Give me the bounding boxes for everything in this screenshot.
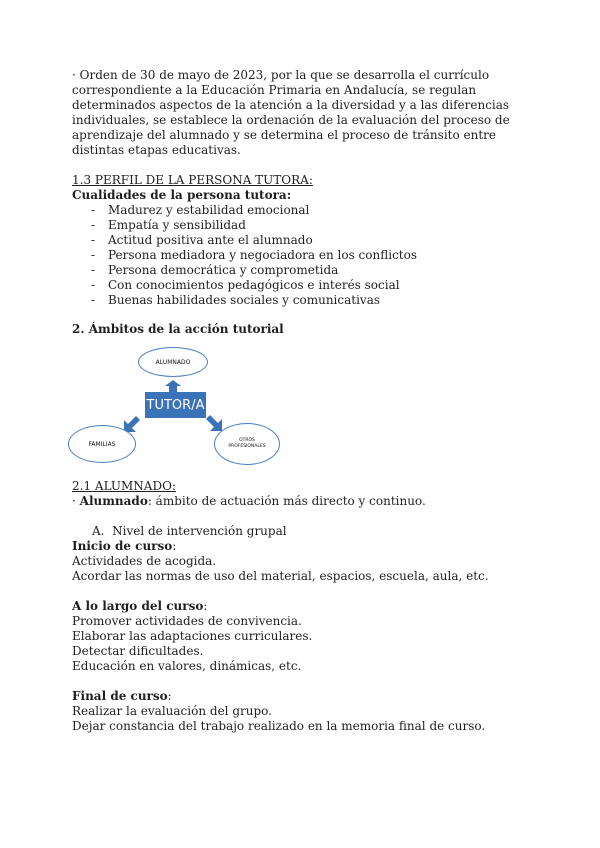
perfil-heading: 1.3 PERFIL DE LA PERSONA TUTORA: xyxy=(72,173,313,187)
level-title: Nivel de intervención grupal xyxy=(112,524,287,538)
list-item: - Empatía y sensibilidad xyxy=(72,218,542,233)
largo-line: Promover actividades de convivencia. xyxy=(72,614,302,628)
alumnado-bold-term: Alumnado xyxy=(79,494,148,508)
list-item: - Persona mediadora y negociadora en los conflictos xyxy=(72,248,542,263)
perfil-subheading: Cualidades de la persona tutora: xyxy=(72,188,292,202)
tutor-box xyxy=(145,392,206,418)
level-marker: A. xyxy=(92,524,105,538)
inicio-line: Actividades de acogida. xyxy=(72,554,217,568)
alumnado-definition: : ámbito de actuación más directo y continuo. xyxy=(147,494,426,508)
final-line: Realizar la evaluación del grupo. xyxy=(72,704,272,718)
cualidades-list xyxy=(72,203,542,308)
inicio-line: Acordar las normas de uso del material, espacios, escuela, aula, etc. xyxy=(72,569,489,583)
alumnado-bullet xyxy=(72,494,542,509)
bullet-dot: · xyxy=(72,494,80,508)
alumnado-node-label: ALUMNADO xyxy=(155,358,191,366)
tutor-label: TUTOR/A xyxy=(146,397,205,413)
final-line: Dejar constancia del trabajo realizado en la memoria final de curso. xyxy=(72,719,486,733)
ambitos-heading: 2. Ámbitos de la acción tutorial xyxy=(72,322,284,336)
alumnado-node xyxy=(138,347,208,377)
list-item: - Persona democrática y comprometida xyxy=(72,263,542,278)
largo-heading xyxy=(72,599,542,614)
largo-colon: : xyxy=(203,599,208,613)
largo-line: Educación en valores, dinámicas, etc. xyxy=(72,659,302,673)
list-item: - Actitud positiva ante el alumnado xyxy=(72,233,542,248)
inicio-heading xyxy=(72,539,542,554)
otros-profesionales-node xyxy=(214,423,280,465)
familias-node-label: FAMILIAS xyxy=(88,440,116,448)
intro-paragraph: · Orden de 30 de mayo de 2023, por la que se desarrolla el currículo correspondiente a la Educación Primaria en Andalucía, se regulan determinados aspectos de la atención a la diversidad y a las diferencias individuales, se establece la ordenación de la evaluación del proceso de aprendizaje del alumnado y se determina el proceso de tránsito entre distintas etapas educativas. xyxy=(72,68,510,157)
profesionales-label: PROFESIONALES xyxy=(228,444,266,449)
largo-line: Detectar dificultades. xyxy=(72,644,204,658)
document-page xyxy=(72,68,542,734)
final-colon: : xyxy=(167,689,172,703)
tutor-diagram xyxy=(72,345,542,467)
list-item: - Con conocimientos pedagógicos e interés social xyxy=(72,278,542,293)
familias-node xyxy=(68,425,136,463)
final-heading xyxy=(72,689,542,704)
otros-label: OTROS xyxy=(239,438,255,443)
list-item: - Madurez y estabilidad emocional xyxy=(72,203,542,218)
largo-title: A lo largo del curso xyxy=(72,599,204,613)
inicio-title: Inicio de curso xyxy=(72,539,173,553)
alumnado-heading: 2.1 ALUMNADO: xyxy=(72,479,176,493)
level-heading xyxy=(72,524,542,539)
final-title: Final de curso xyxy=(72,689,168,703)
arrow-up-icon xyxy=(165,380,181,392)
inicio-colon: : xyxy=(172,539,177,553)
largo-line: Elaborar las adaptaciones curriculares. xyxy=(72,629,313,643)
list-item: - Buenas habilidades sociales y comunicativas xyxy=(72,293,542,308)
